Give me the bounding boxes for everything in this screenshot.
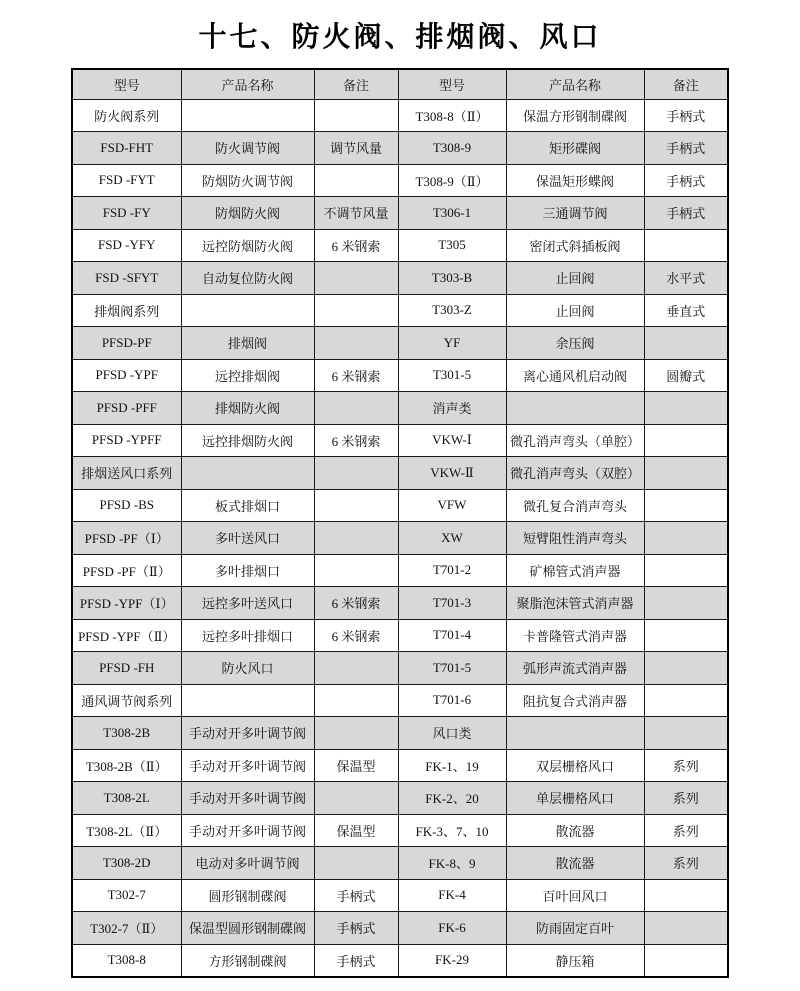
cell-r13-c2: 板式排烟口 <box>181 489 314 522</box>
table-header <box>72 69 728 99</box>
cell-r25-c5: 百叶回风口 <box>506 879 644 912</box>
cell-r14-c1: PFSD -PF（Ⅰ） <box>72 522 181 555</box>
table-row <box>72 132 728 165</box>
cell-r26-c5: 防雨固定百叶 <box>506 912 644 945</box>
header-name-right: 产品名称 <box>506 69 644 99</box>
cell-r12-c4: VKW-Ⅱ <box>398 457 506 490</box>
cell-r17-c6 <box>644 619 728 652</box>
cell-r12-c6 <box>644 457 728 490</box>
cell-r6-c5: 止回阀 <box>506 262 644 295</box>
table-row <box>72 262 728 295</box>
cell-r22-c3 <box>314 782 398 815</box>
cell-r17-c2: 远控多叶排烟口 <box>181 619 314 652</box>
cell-r2-c5: 矩形碟阀 <box>506 132 644 165</box>
cell-r1-c3 <box>314 99 398 132</box>
cell-r12-c1: 排烟送风口系列 <box>72 457 181 490</box>
cell-r3-c5: 保温矩形蝶阀 <box>506 164 644 197</box>
cell-r23-c3: 保温型 <box>314 814 398 847</box>
cell-r1-c1: 防火阀系列 <box>72 99 181 132</box>
cell-r19-c6 <box>644 684 728 717</box>
cell-r20-c1: T308-2B <box>72 717 181 750</box>
cell-r16-c2: 远控多叶送风口 <box>181 587 314 620</box>
cell-r20-c3 <box>314 717 398 750</box>
cell-r20-c2: 手动对开多叶调节阀 <box>181 717 314 750</box>
header-note-right: 备注 <box>644 69 728 99</box>
cell-r12-c3 <box>314 457 398 490</box>
cell-r21-c4: FK-1、19 <box>398 749 506 782</box>
cell-r14-c3 <box>314 522 398 555</box>
cell-r8-c6 <box>644 327 728 360</box>
cell-r1-c5: 保温方形钢制碟阀 <box>506 99 644 132</box>
cell-r21-c6: 系列 <box>644 749 728 782</box>
cell-r24-c4: FK-8、9 <box>398 847 506 880</box>
header-row <box>72 69 728 99</box>
cell-r27-c1: T308-8 <box>72 944 181 977</box>
table-row <box>72 782 728 815</box>
cell-r15-c4: T701-2 <box>398 554 506 587</box>
table-row <box>72 749 728 782</box>
cell-r3-c1: FSD -FYT <box>72 164 181 197</box>
cell-r9-c5: 离心通风机启动阀 <box>506 359 644 392</box>
cell-r21-c5: 双层栅格风口 <box>506 749 644 782</box>
cell-r20-c6 <box>644 717 728 750</box>
cell-r20-c4: 风口类 <box>398 717 506 750</box>
cell-r18-c6 <box>644 652 728 685</box>
cell-r15-c2: 多叶排烟口 <box>181 554 314 587</box>
cell-r5-c1: FSD -YFY <box>72 229 181 262</box>
cell-r5-c4: T305 <box>398 229 506 262</box>
cell-r4-c2: 防烟防火阀 <box>181 197 314 230</box>
cell-r3-c2: 防烟防火调节阀 <box>181 164 314 197</box>
cell-r3-c6: 手柄式 <box>644 164 728 197</box>
table-row <box>72 522 728 555</box>
table-row <box>72 652 728 685</box>
table-row <box>72 392 728 425</box>
cell-r11-c5: 微孔消声弯头（单腔） <box>506 424 644 457</box>
table-row <box>72 684 728 717</box>
cell-r17-c3: 6 米钢索 <box>314 619 398 652</box>
cell-r10-c5 <box>506 392 644 425</box>
cell-r9-c6: 圆瓣式 <box>644 359 728 392</box>
cell-r7-c4: T303-Z <box>398 294 506 327</box>
table-row <box>72 359 728 392</box>
cell-r16-c5: 聚脂泡沫管式消声器 <box>506 587 644 620</box>
cell-r27-c3: 手柄式 <box>314 944 398 977</box>
cell-r5-c6 <box>644 229 728 262</box>
table-row <box>72 879 728 912</box>
cell-r13-c6 <box>644 489 728 522</box>
table-row <box>72 197 728 230</box>
cell-r20-c5 <box>506 717 644 750</box>
header-name-left: 产品名称 <box>181 69 314 99</box>
cell-r24-c1: T308-2D <box>72 847 181 880</box>
cell-r11-c2: 远控排烟防火阀 <box>181 424 314 457</box>
cell-r2-c2: 防火调节阀 <box>181 132 314 165</box>
cell-r15-c1: PFSD -PF（Ⅱ） <box>72 554 181 587</box>
cell-r26-c2: 保温型圆形钢制碟阀 <box>181 912 314 945</box>
table-row <box>72 229 728 262</box>
cell-r14-c5: 短臂阻性消声弯头 <box>506 522 644 555</box>
cell-r12-c5: 微孔消声弯头（双腔） <box>506 457 644 490</box>
cell-r25-c6 <box>644 879 728 912</box>
cell-r23-c1: T308-2L（Ⅱ） <box>72 814 181 847</box>
cell-r10-c1: PFSD -PFF <box>72 392 181 425</box>
cell-r1-c2 <box>181 99 314 132</box>
cell-r6-c1: FSD -SFYT <box>72 262 181 295</box>
cell-r6-c6: 水平式 <box>644 262 728 295</box>
cell-r2-c6: 手柄式 <box>644 132 728 165</box>
cell-r18-c3 <box>314 652 398 685</box>
table-row <box>72 554 728 587</box>
cell-r8-c3 <box>314 327 398 360</box>
cell-r23-c4: FK-3、7、10 <box>398 814 506 847</box>
cell-r26-c1: T302-7（Ⅱ） <box>72 912 181 945</box>
cell-r1-c6: 手柄式 <box>644 99 728 132</box>
cell-r4-c3: 不调节风量 <box>314 197 398 230</box>
cell-r9-c2: 远控排烟阀 <box>181 359 314 392</box>
cell-r6-c2: 自动复位防火阀 <box>181 262 314 295</box>
cell-r27-c6 <box>644 944 728 977</box>
cell-r16-c1: PFSD -YPF（Ⅰ） <box>72 587 181 620</box>
cell-r2-c1: FSD-FHT <box>72 132 181 165</box>
table-row <box>72 164 728 197</box>
cell-r22-c2: 手动对开多叶调节阀 <box>181 782 314 815</box>
cell-r10-c6 <box>644 392 728 425</box>
cell-r26-c4: FK-6 <box>398 912 506 945</box>
cell-r17-c4: T701-4 <box>398 619 506 652</box>
cell-r10-c4: 消声类 <box>398 392 506 425</box>
table-body <box>72 99 728 977</box>
cell-r13-c5: 微孔复合消声弯头 <box>506 489 644 522</box>
cell-r19-c3 <box>314 684 398 717</box>
cell-r25-c2: 圆形钢制碟阀 <box>181 879 314 912</box>
cell-r7-c2 <box>181 294 314 327</box>
cell-r18-c5: 弧形声流式消声器 <box>506 652 644 685</box>
cell-r24-c2: 电动对多叶调节阀 <box>181 847 314 880</box>
cell-r7-c3 <box>314 294 398 327</box>
cell-r8-c5: 余压阀 <box>506 327 644 360</box>
cell-r5-c2: 远控防烟防火阀 <box>181 229 314 262</box>
table-row <box>72 912 728 945</box>
cell-r8-c4: YF <box>398 327 506 360</box>
cell-r25-c1: T302-7 <box>72 879 181 912</box>
cell-r11-c6 <box>644 424 728 457</box>
cell-r11-c3: 6 米钢索 <box>314 424 398 457</box>
cell-r19-c2 <box>181 684 314 717</box>
cell-r27-c2: 方形钢制碟阀 <box>181 944 314 977</box>
cell-r23-c2: 手动对开多叶调节阀 <box>181 814 314 847</box>
cell-r15-c6 <box>644 554 728 587</box>
cell-r23-c5: 散流器 <box>506 814 644 847</box>
header-note-left: 备注 <box>314 69 398 99</box>
cell-r2-c3: 调节风量 <box>314 132 398 165</box>
cell-r14-c2: 多叶送风口 <box>181 522 314 555</box>
cell-r4-c4: T306-1 <box>398 197 506 230</box>
cell-r4-c5: 三通调节阀 <box>506 197 644 230</box>
cell-r10-c2: 排烟防火阀 <box>181 392 314 425</box>
cell-r1-c4: T308-8（Ⅱ） <box>398 99 506 132</box>
cell-r7-c5: 止回阀 <box>506 294 644 327</box>
product-table <box>71 68 729 978</box>
cell-r14-c6 <box>644 522 728 555</box>
cell-r25-c4: FK-4 <box>398 879 506 912</box>
cell-r27-c4: FK-29 <box>398 944 506 977</box>
table-row <box>72 814 728 847</box>
table-row <box>72 847 728 880</box>
cell-r19-c4: T701-6 <box>398 684 506 717</box>
cell-r11-c1: PFSD -YPFF <box>72 424 181 457</box>
cell-r23-c6: 系列 <box>644 814 728 847</box>
table-row <box>72 717 728 750</box>
cell-r10-c3 <box>314 392 398 425</box>
header-model-left: 型号 <box>72 69 181 99</box>
cell-r15-c5: 矿棉管式消声器 <box>506 554 644 587</box>
table-row <box>72 489 728 522</box>
cell-r14-c4: XW <box>398 522 506 555</box>
cell-r17-c1: PFSD -YPF（Ⅱ） <box>72 619 181 652</box>
cell-r16-c3: 6 米钢索 <box>314 587 398 620</box>
cell-r9-c3: 6 米钢索 <box>314 359 398 392</box>
cell-r22-c5: 单层栅格风口 <box>506 782 644 815</box>
table-row <box>72 457 728 490</box>
cell-r12-c2 <box>181 457 314 490</box>
cell-r8-c1: PFSD-PF <box>72 327 181 360</box>
cell-r17-c5: 卡普隆管式消声器 <box>506 619 644 652</box>
cell-r3-c4: T308-9（Ⅱ） <box>398 164 506 197</box>
table-row <box>72 944 728 977</box>
table-row <box>72 99 728 132</box>
cell-r4-c6: 手柄式 <box>644 197 728 230</box>
table-row <box>72 424 728 457</box>
header-model-right: 型号 <box>398 69 506 99</box>
cell-r15-c3 <box>314 554 398 587</box>
cell-r5-c3: 6 米钢索 <box>314 229 398 262</box>
cell-r13-c3 <box>314 489 398 522</box>
cell-r19-c1: 通风调节阀系列 <box>72 684 181 717</box>
cell-r18-c1: PFSD -FH <box>72 652 181 685</box>
cell-r4-c1: FSD -FY <box>72 197 181 230</box>
cell-r16-c6 <box>644 587 728 620</box>
cell-r19-c5: 阻抗复合式消声器 <box>506 684 644 717</box>
cell-r27-c5: 静压箱 <box>506 944 644 977</box>
cell-r25-c3: 手柄式 <box>314 879 398 912</box>
cell-r11-c4: VKW-Ⅰ <box>398 424 506 457</box>
cell-r21-c3: 保温型 <box>314 749 398 782</box>
table-row <box>72 619 728 652</box>
table-row <box>72 294 728 327</box>
cell-r7-c6: 垂直式 <box>644 294 728 327</box>
table-row <box>72 327 728 360</box>
cell-r2-c4: T308-9 <box>398 132 506 165</box>
cell-r18-c2: 防火风口 <box>181 652 314 685</box>
cell-r24-c6: 系列 <box>644 847 728 880</box>
cell-r22-c6: 系列 <box>644 782 728 815</box>
cell-r6-c3 <box>314 262 398 295</box>
cell-r13-c4: VFW <box>398 489 506 522</box>
table-row <box>72 587 728 620</box>
page-title: 十七、防火阀、排烟阀、风口 <box>198 22 602 53</box>
cell-r24-c3 <box>314 847 398 880</box>
cell-r21-c1: T308-2B（Ⅱ） <box>72 749 181 782</box>
cell-r6-c4: T303-B <box>398 262 506 295</box>
cell-r22-c4: FK-2、20 <box>398 782 506 815</box>
cell-r3-c3 <box>314 164 398 197</box>
cell-r18-c4: T701-5 <box>398 652 506 685</box>
cell-r26-c3: 手柄式 <box>314 912 398 945</box>
cell-r16-c4: T701-3 <box>398 587 506 620</box>
cell-r13-c1: PFSD -BS <box>72 489 181 522</box>
cell-r5-c5: 密闭式斜插板阀 <box>506 229 644 262</box>
cell-r26-c6 <box>644 912 728 945</box>
cell-r24-c5: 散流器 <box>506 847 644 880</box>
cell-r9-c4: T301-5 <box>398 359 506 392</box>
cell-r21-c2: 手动对开多叶调节阀 <box>181 749 314 782</box>
cell-r9-c1: PFSD -YPF <box>72 359 181 392</box>
cell-r8-c2: 排烟阀 <box>181 327 314 360</box>
cell-r22-c1: T308-2L <box>72 782 181 815</box>
cell-r7-c1: 排烟阀系列 <box>72 294 181 327</box>
